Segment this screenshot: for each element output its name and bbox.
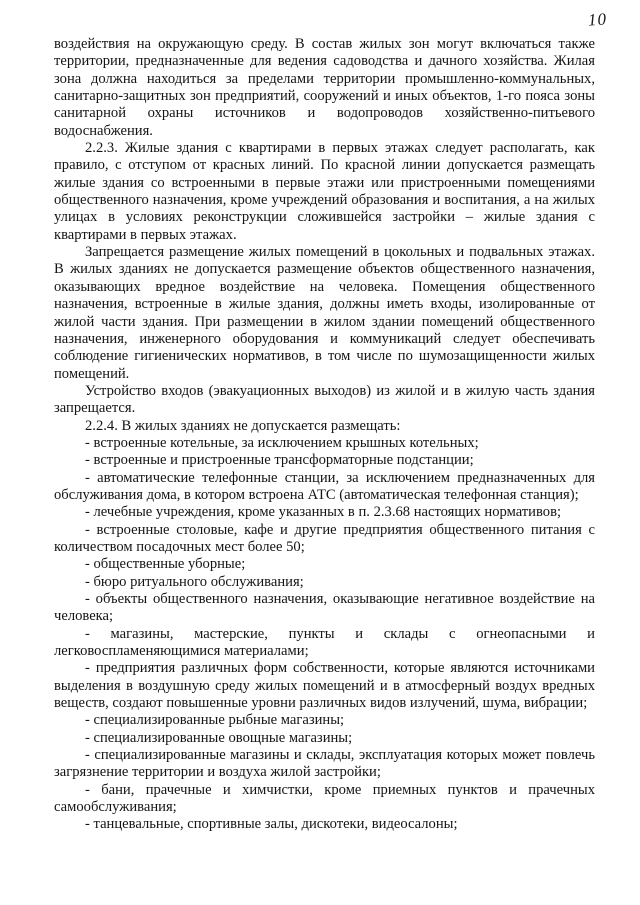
paragraph-continuation: воздействия на окружающую среду. В состав жилых зон могут включаться также территории, предназначенные для ведения садоводства и дачного хозяйства. Жилая зона должна находиться за пределами территории промышленно-коммунальных, санитарно-защитных зон предприятий, сооружений и иных объектов, 1-го пояса зоны санитарной охраны источников и водопроводов хозяйственно-питьевого водоснабжения. [54,36,595,139]
list-item: - лечебные учреждения, кроме указанных в п. 2.3.68 настоящих нормативов; [85,504,562,521]
list-item: - автоматические телефонные станции, за исключением предназначенных для обслуживания дома, в котором встроена АТС (автоматическая телефонная станция); [54,469,595,503]
list-item: - специализированные рыбные магазины; [85,712,345,729]
list-item: - танцевальные, спортивные залы, дискотеки, видеосалоны; [85,816,458,833]
list-item: - магазины, мастерские, пункты и склады с огнеопасными и легковоспламеняющимися материалами; [54,625,595,660]
list-item: - специализированные магазины и склады, эксплуатация которых может повлечь загрязнение территории и воздуха жилой застройки; [54,747,595,781]
document-body [54,36,595,834]
list-item: - встроенные столовые, кафе и другие предприятия общественного питания с количеством посадочных мест более 50; [54,521,595,555]
paragraph-2-2-4: 2.2.4. В жилых зданиях не допускается размещать: [85,417,401,434]
list-item: - бюро ритуального обслуживания; [85,573,304,590]
list-item: - общественные уборные; [85,556,246,573]
paragraph-2-2-3: 2.2.3. Жилые здания с квартирами в первых этажах следует располагать, как правило, с отступом от красных линий. По красной линии допускается размещать жилые здания со встроенными в первые этажи или пристроенными помещениями общественного назначения, кроме учреждений образования и воспитания, а на жилых улицах в условиях реконструкции сложившейся застройки – жилые здания с квартирами в первых этажах. [54,140,595,243]
paragraph-entrances: Устройство входов (эвакуационных выходов) из жилой и в жилую часть здания запрещается. [54,382,595,417]
list-item: - специализированные овощные магазины; [85,729,353,746]
page-number: 10 [587,9,608,30]
list-item: - предприятия различных форм собственности, которые являются источниками выделения в воздушную среду жилых помещений и в атмосферный воздух вредных веществ, создают повышенные уровни различных видов излучений, шума, вибрации; [54,660,595,712]
list-item: - объекты общественного назначения, оказывающие негативное воздействие на человека; [54,591,595,625]
paragraph-prohibition: Запрещается размещение жилых помещений в цокольных и подвальных этажах. В жилых зданиях не допускается размещение объектов общественного назначения, оказывающих вредное воздействие на человека. Помещения общественного назначения, встроенные в жилые здания, должны иметь входы, изолированные от жилой части здания. При размещении в жилом здании помещений общественного назначения, инженерного оборудования и коммуникаций следует обеспечивать соблюдение гигиенических нормативов, в том числе по шумозащищенности жилых помещений. [54,244,595,382]
list-item: - бани, прачечные и химчистки, кроме приемных пунктов и прачечных самообслуживания; [54,781,595,816]
list-item: - встроенные и пристроенные трансформаторные подстанции; [85,452,474,469]
list-item: - встроенные котельные, за исключением крышных котельных; [85,434,479,451]
